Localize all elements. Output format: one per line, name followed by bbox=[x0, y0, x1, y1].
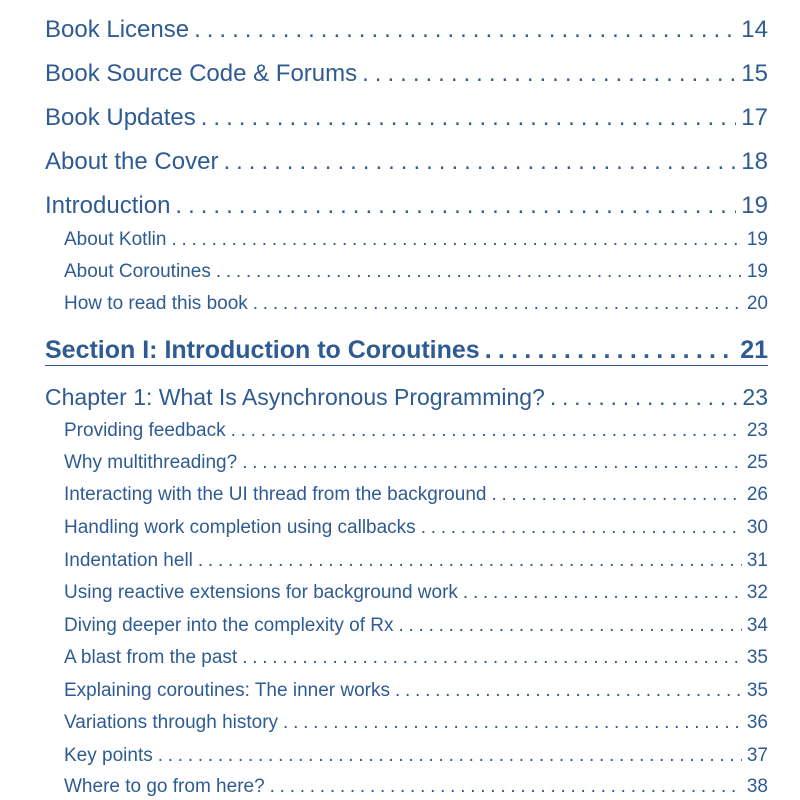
toc-entry-page: 19 bbox=[746, 261, 768, 282]
toc-entry-page: 34 bbox=[746, 615, 768, 636]
leader-dots bbox=[194, 15, 736, 45]
toc-entry-page: 15 bbox=[741, 60, 768, 87]
leader-dots bbox=[270, 775, 742, 799]
toc-entry-title: Diving deeper into the complexity of Rx bbox=[64, 615, 394, 636]
toc-section-1[interactable] bbox=[45, 334, 768, 366]
leader-dots bbox=[231, 419, 742, 443]
toc-subentry-where-to-go[interactable] bbox=[64, 775, 768, 799]
leader-dots bbox=[216, 260, 742, 284]
toc-entry-title: How to read this book bbox=[64, 293, 248, 314]
toc-entry-title: Variations through history bbox=[64, 712, 279, 733]
toc-entry-title: A blast from the past bbox=[64, 647, 238, 668]
leader-dots bbox=[253, 292, 742, 316]
toc-entry-title: Indentation hell bbox=[64, 550, 193, 571]
toc-entry-page: 23 bbox=[746, 420, 768, 441]
toc-entry-title: Key points bbox=[64, 745, 153, 766]
leader-dots bbox=[223, 147, 736, 177]
toc-subentry-complexity-rx[interactable] bbox=[64, 614, 768, 638]
toc-subentry-callbacks[interactable] bbox=[64, 516, 768, 540]
toc-entry-page: 26 bbox=[746, 484, 768, 505]
toc-subentry-providing-feedback[interactable] bbox=[64, 419, 768, 443]
toc-subentry-ui-thread[interactable] bbox=[64, 483, 768, 507]
toc-entry-page: 31 bbox=[746, 550, 768, 571]
toc-entry-title: Explaining coroutines: The inner works bbox=[64, 680, 390, 701]
leader-dots bbox=[485, 334, 735, 366]
leader-dots bbox=[158, 744, 742, 768]
section-divider bbox=[45, 365, 768, 366]
toc-entry-about-the-cover[interactable] bbox=[45, 147, 768, 177]
toc-subentry-reactive-extensions[interactable] bbox=[64, 581, 768, 605]
leader-dots bbox=[201, 103, 737, 133]
leader-dots bbox=[421, 516, 742, 540]
leader-dots bbox=[491, 483, 741, 507]
leader-dots bbox=[399, 614, 742, 638]
toc-entry-book-license[interactable] bbox=[45, 15, 768, 45]
toc-entry-title: Introduction bbox=[45, 192, 171, 219]
toc-entry-book-source-code[interactable] bbox=[45, 59, 768, 89]
leader-dots bbox=[198, 549, 742, 573]
toc-entry-title: About the Cover bbox=[45, 148, 219, 175]
toc-subentry-about-coroutines[interactable] bbox=[64, 260, 768, 284]
toc-section-title: Section I: Introduction to Coroutines bbox=[45, 336, 480, 364]
toc-entry-page: 25 bbox=[746, 452, 768, 473]
toc-subentry-key-points[interactable] bbox=[64, 744, 768, 768]
toc-entry-title: About Kotlin bbox=[64, 229, 167, 250]
toc-entry-page: 19 bbox=[741, 192, 768, 219]
leader-dots bbox=[550, 382, 738, 412]
toc-entry-title: Chapter 1: What Is Asynchronous Programming? bbox=[45, 384, 545, 410]
toc-entry-page: 20 bbox=[746, 293, 768, 314]
toc-chapter-1[interactable] bbox=[45, 382, 768, 412]
toc-subentry-how-to-read[interactable] bbox=[64, 292, 768, 316]
toc-entry-page: 37 bbox=[746, 745, 768, 766]
toc-subentry-about-kotlin[interactable] bbox=[64, 228, 768, 252]
toc-entry-page: 32 bbox=[746, 582, 768, 603]
leader-dots bbox=[362, 59, 736, 89]
toc-subentry-inner-works[interactable] bbox=[64, 679, 768, 703]
toc-entry-page: 38 bbox=[746, 776, 768, 797]
toc-entry-page: 17 bbox=[741, 104, 768, 131]
toc-entry-title: About Coroutines bbox=[64, 261, 211, 282]
toc-subentry-variations[interactable] bbox=[64, 711, 768, 735]
toc-entry-page: 14 bbox=[741, 16, 768, 43]
leader-dots bbox=[175, 191, 736, 221]
toc-entry-page: 35 bbox=[746, 680, 768, 701]
toc-entry-page: 18 bbox=[741, 148, 768, 175]
toc-entry-page: 36 bbox=[746, 712, 768, 733]
toc-entry-title: Book Updates bbox=[45, 104, 196, 131]
toc-entry-page: 35 bbox=[746, 647, 768, 668]
leader-dots bbox=[171, 228, 741, 252]
toc-entry-title: Using reactive extensions for background work bbox=[64, 582, 458, 603]
leader-dots bbox=[463, 581, 742, 605]
leader-dots bbox=[242, 646, 742, 670]
toc-subentry-why-multithreading[interactable] bbox=[64, 451, 768, 475]
toc-entry-title: Handling work completion using callbacks bbox=[64, 517, 416, 538]
toc-entry-title: Interacting with the UI thread from the background bbox=[64, 484, 487, 505]
toc-subentry-indentation-hell[interactable] bbox=[64, 549, 768, 573]
toc-entry-title: Book Source Code & Forums bbox=[45, 60, 358, 87]
leader-dots bbox=[283, 711, 742, 735]
toc-entry-page: 30 bbox=[746, 517, 768, 538]
toc-entry-title: Providing feedback bbox=[64, 420, 226, 441]
toc-entry-introduction[interactable] bbox=[45, 191, 768, 221]
toc-entry-title: Book License bbox=[45, 16, 190, 43]
toc-entry-title: Where to go from here? bbox=[64, 776, 265, 797]
leader-dots bbox=[242, 451, 742, 475]
leader-dots bbox=[395, 679, 742, 703]
toc-entry-page: 23 bbox=[742, 384, 768, 410]
toc-entry-page: 19 bbox=[746, 229, 768, 250]
toc-entry-title: Why multithreading? bbox=[64, 452, 238, 473]
toc-entry-book-updates[interactable] bbox=[45, 103, 768, 133]
toc-subentry-blast-from-past[interactable] bbox=[64, 646, 768, 670]
toc-section-page: 21 bbox=[740, 336, 768, 364]
